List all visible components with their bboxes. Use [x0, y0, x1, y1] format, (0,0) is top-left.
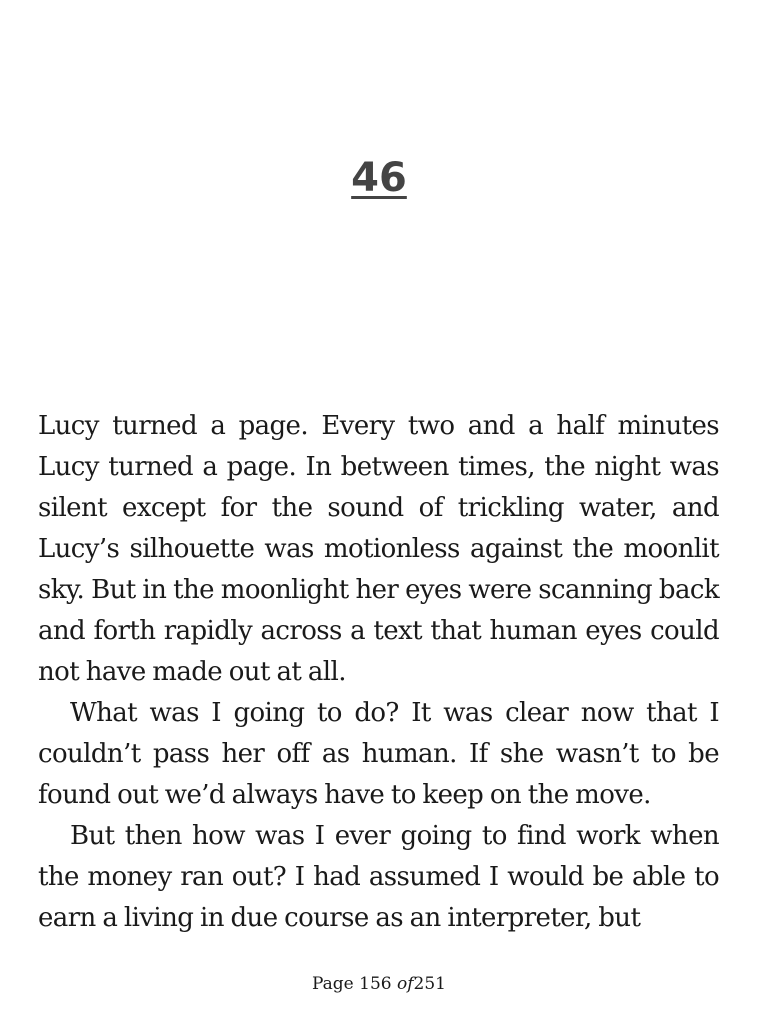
paragraph-3: But then how was I ever going to find work when the money ran out? I had assumed I would be able to earn a living in due course as an interpreter, but — [38, 821, 719, 933]
of-label: of — [397, 974, 414, 994]
page-label: Page — [311, 974, 354, 994]
body-text — [38, 406, 719, 939]
chapter-number — [0, 150, 758, 206]
chapter-number-text: 46 — [351, 155, 407, 201]
paragraph-1: Lucy turned a page. Every two and a half minutes Lucy turned a page. In between times, the night was silent except for the sound of trickling water, and Lucy’s silhouette was motionless against the moonlit sky. But in the moonlight her eyes were scanning back and forth rapidly across a text that human eyes could not have made out at all. — [38, 411, 719, 687]
page-indicator — [0, 970, 758, 998]
current-page: 156 — [359, 974, 392, 994]
total-pages: 251 — [413, 974, 446, 994]
paragraph-2: What was I going to do? It was clear now that I couldn’t pass her off as human. If she wasn’t to be found out we’d always have to keep on the move. — [38, 698, 719, 810]
